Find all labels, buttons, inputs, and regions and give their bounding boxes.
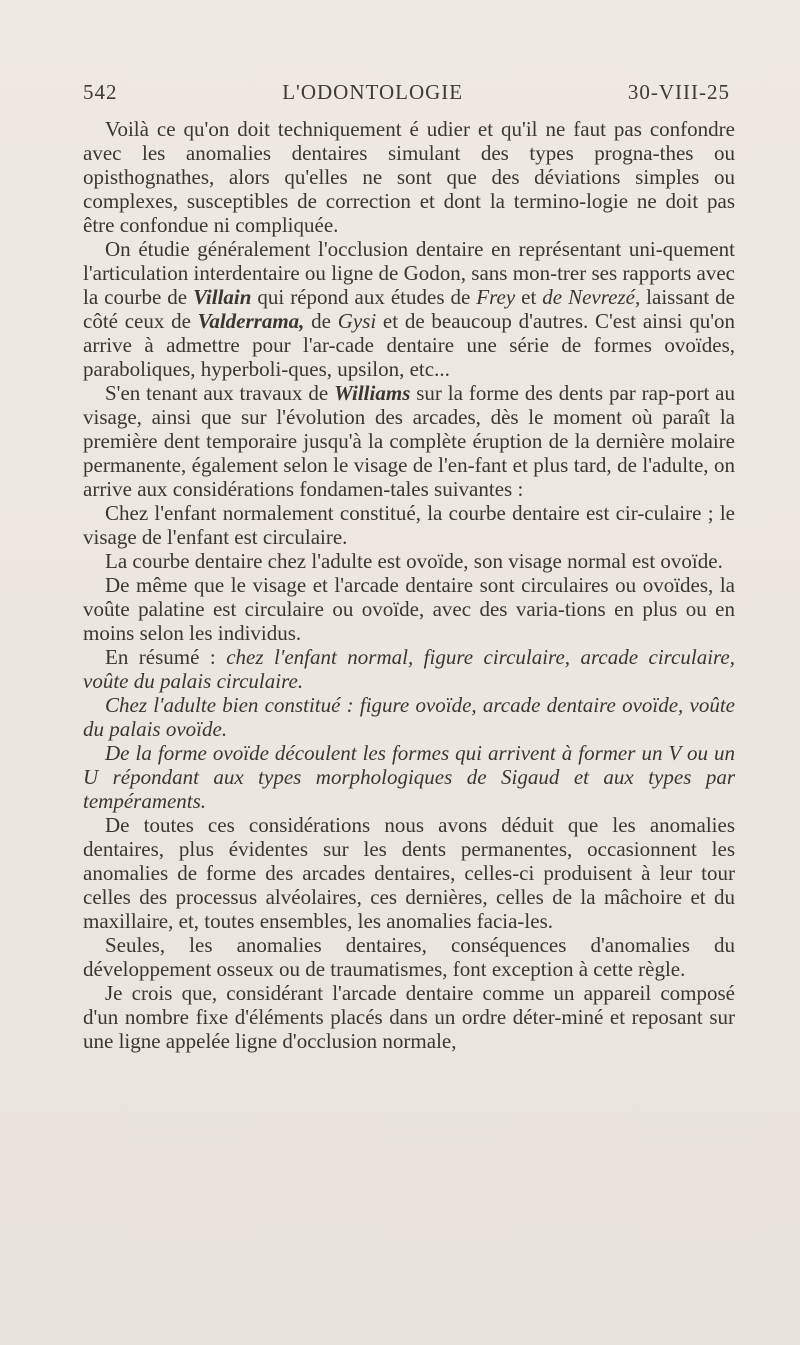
author-gysi: Gysi <box>337 309 377 333</box>
paragraph-2-text-b: qui répond aux études de <box>251 285 477 309</box>
paragraph-3-text-a: S'en tenant aux travaux de <box>105 381 335 405</box>
paragraph-8: Chez l'adulte bien constitué : figure ovoïde, arcade dentaire ovoïde, voûte du palais ovoïde. <box>83 693 735 741</box>
paragraph-12: Je crois que, considérant l'arcade dentaire comme un appareil composé d'un nombre fixe d'éléments placés dans un ordre déter-miné et reposant sur une ligne appelée ligne d'occlusion normale, <box>83 981 735 1053</box>
author-frey: Frey <box>476 285 516 309</box>
paragraph-7-text-a: En résumé : <box>105 645 227 669</box>
paragraph-11: Seules, les anomalies dentaires, conséquences d'anomalies du développement osseux ou de traumatismes, font exception à cette règle. <box>83 933 735 981</box>
paragraph-2-text-c: et <box>515 285 543 309</box>
paragraph-2-text-f: et de beaucoup d'autres. C'est ainsi qu'on arrive à admettre pour l'ar-cade dentaire une série de formes ovoïdes, paraboliques, hyperboli-ques, upsilon, etc... <box>83 309 735 381</box>
running-title: L'ODONTOLOGIE <box>282 80 464 104</box>
paragraph-4: Chez l'enfant normalement constitué, la courbe dentaire est cir-culaire ; le visage de l'enfant est circulaire. <box>83 501 735 549</box>
paragraph-2-text-e: de <box>304 309 338 333</box>
issue-date: 30-VIII-25 <box>627 80 730 104</box>
paragraph-9: De la forme ovoïde découlent les formes qui arrivent à former un V ou un U répondant aux types morphologiques de Sigaud et aux types par tempéraments. <box>83 741 735 813</box>
author-williams: Williams <box>334 381 411 405</box>
author-nevreze: de Nevrezé, <box>542 285 641 309</box>
paragraph-2 <box>83 237 735 381</box>
author-valderrama: Valderrama, <box>197 309 305 333</box>
paragraph-1: Voilà ce qu'on doit techniquement é udier et qu'il ne faut pas confondre avec les anomalies dentaires simulant des types progna-thes ou opisthognathes, alors qu'elles ne sont que des déviations simples ou complexes, susceptibles de correction et dont la termino-logie ne doit pas être confondue ni compliquée. <box>83 117 735 237</box>
running-header <box>83 80 730 105</box>
paragraph-3-text-b: sur la forme des dents par rap-port au visage, ainsi que sur l'évolution des arcades, dès le moment où paraît la première dent temporaire jusqu'à la complète éruption de la dernière molaire permanente, également selon le visage de l'en-fant et plus tard, de l'adulte, on arrive aux considérations fondamen-tales suivantes : <box>83 381 735 501</box>
paragraph-2-text-a: On étudie généralement l'occlusion dentaire en représentant uni-quement l'articulation interdentaire ou ligne de Godon, sans mon-trer ses rapports avec la courbe de <box>83 237 735 309</box>
author-villain: Villain <box>193 285 252 309</box>
paragraph-10: De toutes ces considérations nous avons déduit que les anomalies dentaires, plus évidentes sur les dents permanentes, occasionnent les anomalies de forme des arcades dentaires, celles-ci produisent à leur tour celles des processus alvéolaires, ces dernières, celles de la mâchoire et du maxillaire, et, toutes ensembles, les anomalies facia-les. <box>83 813 735 933</box>
paragraph-7-text-b: chez l'enfant normal, figure circulaire, arcade circulaire, voûte du palais circulaire. <box>83 645 735 693</box>
page-number: 542 <box>83 80 118 104</box>
paragraph-7 <box>83 645 735 693</box>
paragraph-6: De même que le visage et l'arcade dentaire sont circulaires ou ovoïdes, la voûte palatine est circulaire ou ovoïde, avec des varia-tions en plus ou en moins selon les individus. <box>83 573 735 645</box>
paragraph-2-text-d: laissant de côté ceux de <box>83 285 735 333</box>
article-body <box>83 117 735 1053</box>
paragraph-5: La courbe dentaire chez l'adulte est ovoïde, son visage normal est ovoïde. <box>105 549 723 573</box>
paragraph-3 <box>83 381 735 501</box>
